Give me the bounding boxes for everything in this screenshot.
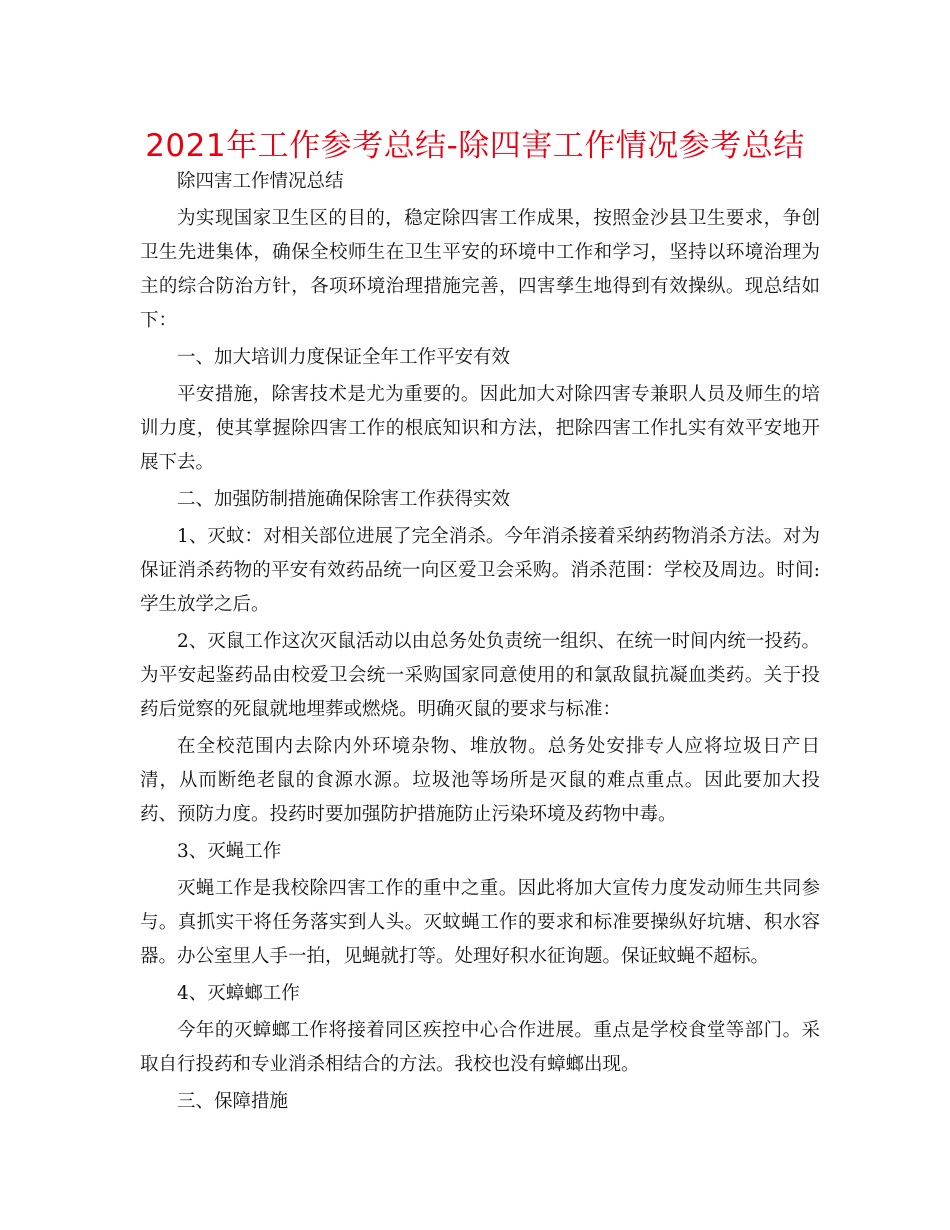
- item-3-heading: 3、灭蝇工作: [177, 841, 282, 862]
- document-subtitle: 除四害工作情况总结: [177, 171, 344, 192]
- item-4-paragraph: 今年的灭蟑螂工作将接着同区疾控中心合作进展。重点是学校食堂等部门。采取自行投药和专业消杀相结合的方法。我校也没有蟑螂出现。: [140, 1020, 820, 1075]
- item-4-heading: 4、灭蟑螂工作: [177, 983, 300, 1004]
- intro-paragraph: 为实现国家卫生区的目的，稳定除四害工作成果，按照金沙县卫生要求，争创卫生先进集体，确保全校师生在卫生平安的环境中工作和学习，坚持以环境治理为主的综合防治方针，各项环境治理措施完善，四害孳生地得到有效操纵。现总结如下：: [140, 208, 820, 331]
- item-1-paragraph: 1、灭蚊：对相关部位进展了完全消杀。今年消杀接着采纳药物消杀方法。对为保证消杀药物的平安有效药品统一向区爱卫会采购。消杀范围：学校及周边。时间:学生放学之后。: [140, 526, 820, 615]
- document-title: 2021年工作参考总结-除四害工作情况参考总结: [145, 128, 805, 164]
- section-3-heading: 三、保障措施: [177, 1091, 289, 1112]
- section-1-paragraph: 平安措施，除害技术是尤为重要的。因此加大对除四害专兼职人员及师生的培训力度，使其掌握除四害工作的根底知识和方法，把除四害工作扎实有效平安地开展下去。: [140, 384, 820, 473]
- item-2-continuation-paragraph: 在全校范围内去除内外环境杂物、堆放物。总务处安排专人应将垃圾日产日清，从而断绝老鼠的食源水源。垃圾池等场所是灭鼠的难点重点。因此要加大投药、预防力度。投药时要加强防护措施防止污染环境及药物中毒。: [140, 736, 820, 825]
- item-2-paragraph: 2、灭鼠工作这次灭鼠活动以由总务处负责统一组织、在统一时间内统一投药。为平安起鉴药品由校爱卫会统一采购国家同意使用的和氯敌鼠抗凝血类药。关于投药后觉察的死鼠就地埋葬或燃烧。明确灭鼠的要求与标准：: [140, 631, 820, 720]
- document-body: [140, 165, 820, 1119]
- section-2-heading: 二、加强防制措施确保除害工作获得实效: [177, 489, 511, 510]
- section-1-heading: 一、加大培训力度保证全年工作平安有效: [177, 347, 511, 368]
- item-3-paragraph: 灭蝇工作是我校除四害工作的重中之重。因此将加大宣传力度发动师生共同参与。真抓实干将任务落实到人头。灭蚊蝇工作的要求和标准要操纵好坑塘、积水容器。办公室里人手一拍，见蝇就打等。处理好积水征询题。保证蚊蝇不超标。: [140, 878, 820, 967]
